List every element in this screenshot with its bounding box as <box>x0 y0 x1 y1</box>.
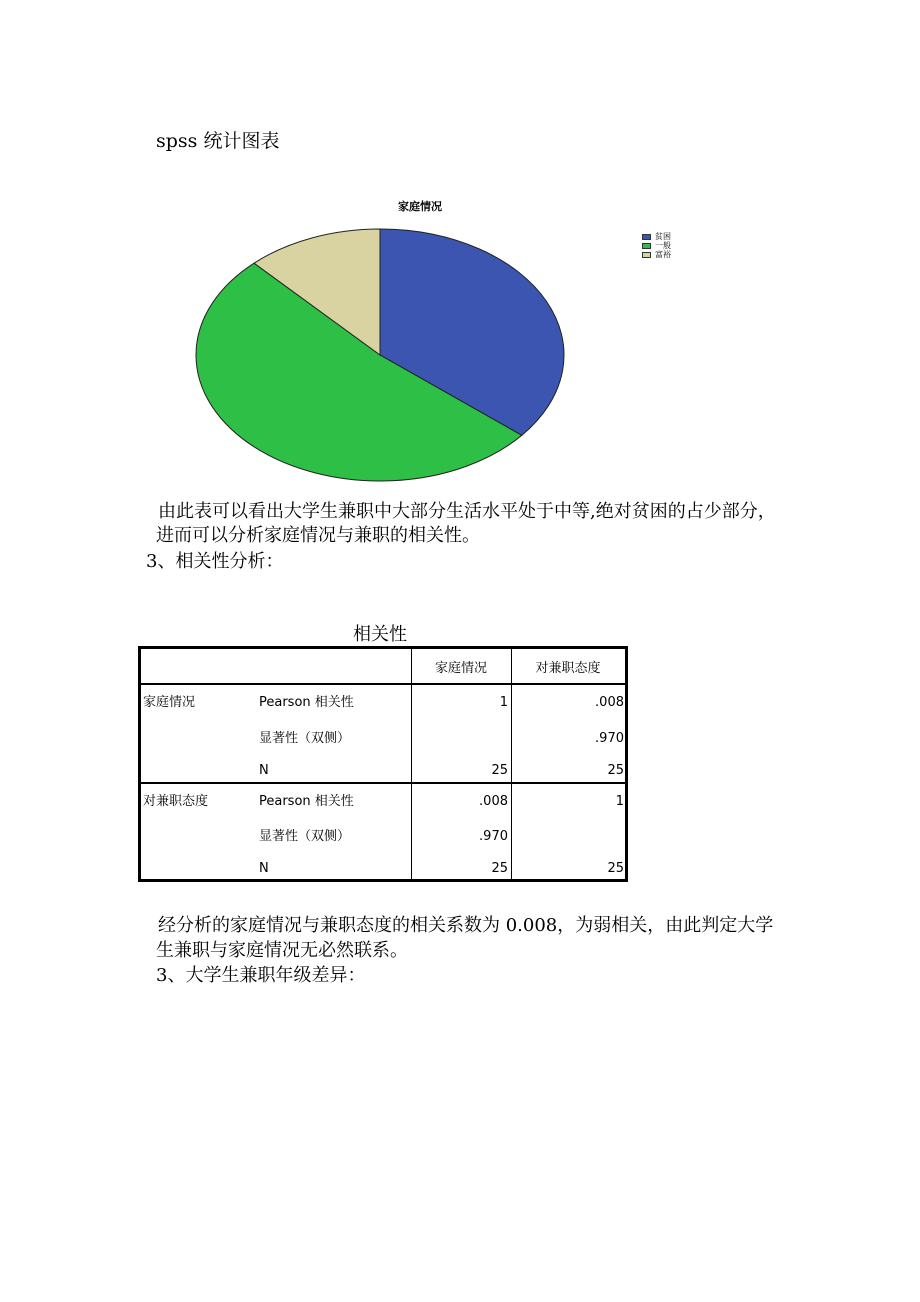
legend-swatch-average <box>642 243 651 249</box>
cell-value: .008 <box>479 794 508 809</box>
cell-value: 1 <box>615 794 624 809</box>
cell-value: 25 <box>491 763 508 778</box>
table-title: 相关性 <box>353 624 407 645</box>
table-header-divider <box>141 683 625 685</box>
cell-value: .970 <box>595 731 624 746</box>
correlation-table <box>138 646 628 882</box>
cell-value: .008 <box>595 695 624 710</box>
legend-swatch-poor <box>642 234 651 240</box>
paragraph-2-line-1: 经分析的家庭情况与兼职态度的相关系数为 0.008，为弱相关，由此判定大学 <box>158 915 774 936</box>
chart-legend <box>642 232 671 259</box>
cell-value: 25 <box>607 763 624 778</box>
cell-value: 1 <box>499 695 508 710</box>
pie-chart <box>190 225 570 487</box>
page-heading: spss 统计图表 <box>156 130 280 152</box>
col-header-family: 家庭情况 <box>434 661 487 676</box>
cell-value: 25 <box>607 861 624 876</box>
cell-value: .970 <box>479 829 508 844</box>
row-stat-significance: 显著性（双侧） <box>259 829 351 844</box>
row-stat-n: N <box>259 763 269 778</box>
col-header-attitude: 对兼职态度 <box>535 661 601 676</box>
legend-label-poor: 贫困 <box>655 232 671 241</box>
row-group-label-family: 家庭情况 <box>143 695 196 710</box>
row-stat-pearson: Pearson 相关性 <box>259 794 354 809</box>
row-stat-pearson: Pearson 相关性 <box>259 695 354 710</box>
row-stat-significance: 显著性（双侧） <box>259 731 351 746</box>
paragraph-2-line-2: 生兼职与家庭情况无必然联系。 <box>156 940 408 961</box>
section-heading-grade-difference: 3、大学生兼职年级差异： <box>156 965 366 986</box>
paragraph-1-line-2: 进而可以分析家庭情况与兼职的相关性。 <box>156 525 480 546</box>
legend-label-rich: 富裕 <box>655 250 671 259</box>
row-group-label-attitude: 对兼职态度 <box>143 794 209 809</box>
legend-label-average: 一般 <box>655 241 671 250</box>
legend-swatch-rich <box>642 252 651 258</box>
legend-item-rich <box>642 250 671 259</box>
table-group-divider <box>141 782 625 784</box>
cell-value: 25 <box>491 861 508 876</box>
row-stat-n: N <box>259 861 269 876</box>
chart-title: 家庭情况 <box>398 200 442 213</box>
section-heading-correlation: 3、相关性分析： <box>146 551 284 572</box>
paragraph-1-line-1: 由此表可以看出大学生兼职中大部分生活水平处于中等,绝对贫困的占少部分， <box>158 501 776 522</box>
